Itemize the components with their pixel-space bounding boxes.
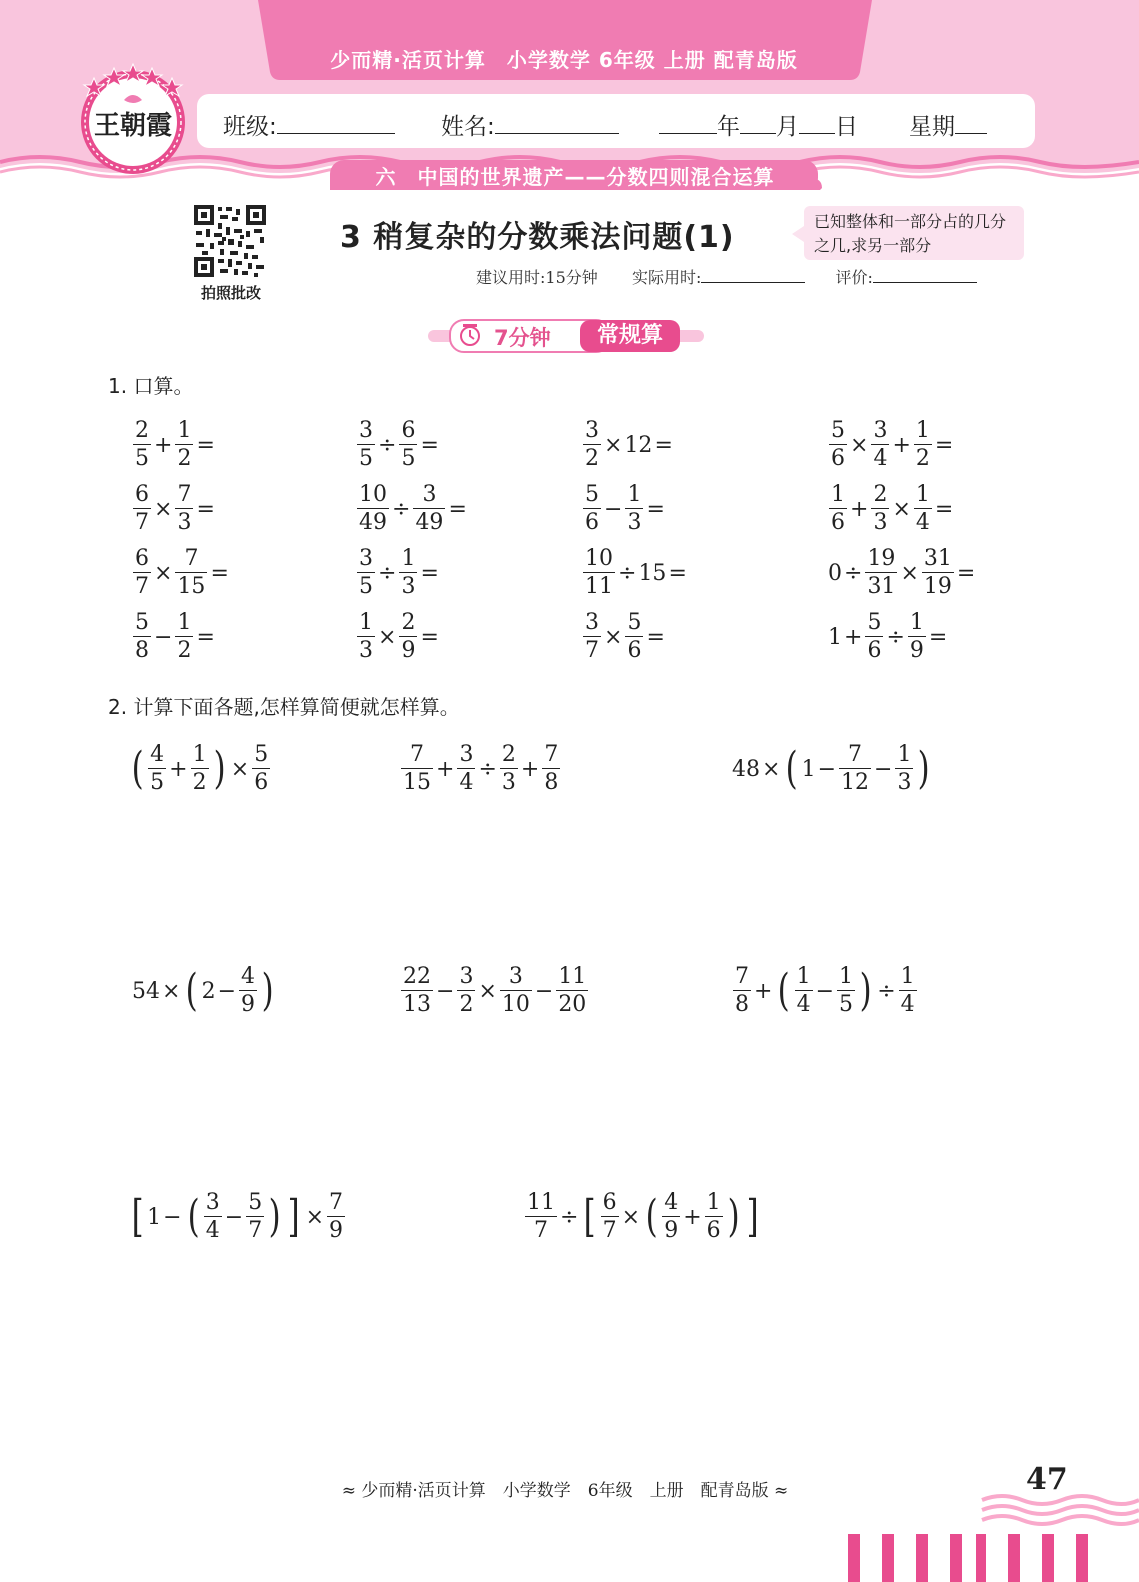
lesson-title: 3 稍复杂的分数乘法问题(1) <box>340 220 735 255</box>
qr-code[interactable] <box>192 203 268 279</box>
suggested-time: 建议用时:15分钟 <box>476 268 598 287</box>
oral-item-13: $\frac{5}{8}$ − $\frac{1}{2}$ = <box>135 610 215 663</box>
publisher-logo <box>74 60 192 178</box>
weekday-field[interactable]: 星期 <box>909 108 987 141</box>
time-row <box>476 265 977 288</box>
q1-heading: 1. 口算。 <box>108 374 194 398</box>
date-field[interactable]: 年 月 日 <box>659 108 858 141</box>
calc-item-4: 54 × ( 2 − $\frac{4}{9}$ ) <box>132 964 274 1017</box>
calc-item-8: $\frac{11}{7}$ ÷ [ $\frac{6}{7}$ × ( $\frac{4}{9}$ + $\frac{1}{6}$ ) ] <box>527 1190 759 1243</box>
oral-item-10: $\frac{3}{5}$ ÷ $\frac{1}{3}$ = <box>359 546 439 599</box>
page-number: 47 <box>1026 1462 1068 1497</box>
oral-item-14: $\frac{1}{3}$ × $\frac{2}{9}$ = <box>359 610 439 663</box>
actual-time-label: 实际用时: <box>631 268 702 287</box>
calc-item-5: $\frac{22}{13}$ − $\frac{3}{2}$ × $\frac{3}{10}$ − $\frac{11}{20}$ <box>403 964 587 1017</box>
calc-item-3: 48 × ( 1 − $\frac{7}{12}$ − $\frac{1}{3}$ ) <box>732 742 931 795</box>
section-time: 7分钟 <box>494 326 551 350</box>
oral-item-8: $\frac{1}{6}$ + $\frac{2}{3}$ × $\frac{1}{4}$ = <box>831 482 954 535</box>
tip-pointer <box>792 226 804 242</box>
oral-item-12: 0 ÷ $\frac{19}{31}$ × $\frac{31}{19}$ = <box>828 546 976 599</box>
oral-item-1: $\frac{2}{5}$ + $\frac{1}{2}$ = <box>135 418 215 471</box>
oral-item-3: $\frac{3}{2}$ × 12 = <box>585 418 673 471</box>
oral-item-7: $\frac{5}{6}$ − $\frac{1}{3}$ = <box>585 482 665 535</box>
oral-item-9: $\frac{6}{7}$ × $\frac{7}{15}$ = <box>135 546 229 599</box>
series-title: 少而精·活页计算 小学数学 6年级 上册 配青岛版 <box>330 48 798 72</box>
oral-item-15: $\frac{3}{7}$ × $\frac{5}{6}$ = <box>585 610 665 663</box>
name-field[interactable]: 姓名: <box>441 108 619 141</box>
svg-text:王朝霞: 王朝霞 <box>93 111 173 141</box>
calc-item-6: $\frac{7}{8}$ + ( $\frac{1}{4}$ − $\frac{1}{5}$ ) ÷ $\frac{1}{4}$ <box>735 964 915 1017</box>
calc-item-7: [ 1 − ( $\frac{3}{4}$ − $\frac{5}{7}$ ) ] × $\frac{7}{9}$ <box>131 1190 343 1243</box>
oral-item-2: $\frac{3}{5}$ ÷ $\frac{6}{5}$ = <box>359 418 439 471</box>
oral-item-6: $\frac{10}{49}$ ÷ $\frac{3}{49}$ = <box>359 482 467 535</box>
student-info-box <box>197 94 1035 148</box>
calc-item-1: ( $\frac{4}{5}$ + $\frac{1}{2}$ ) × $\frac{5}{6}$ <box>131 742 269 795</box>
oral-item-4: $\frac{5}{6}$ × $\frac{3}{4}$ + $\frac{1}{2}$ = <box>831 418 954 471</box>
evaluation-blank[interactable] <box>873 266 977 283</box>
oral-item-5: $\frac{6}{7}$ × $\frac{7}{3}$ = <box>135 482 215 535</box>
calc-item-2: $\frac{7}{15}$ + $\frac{3}{4}$ ÷ $\frac{2}{3}$ + $\frac{7}{8}$ <box>403 742 559 795</box>
unit-title: 六 中国的世界遗产——分数四则混合运算 <box>375 165 775 189</box>
oral-item-16: 1 + $\frac{5}{6}$ ÷ $\frac{1}{9}$ = <box>828 610 948 663</box>
q2-heading: 2. 计算下面各题,怎样算简便就怎样算。 <box>108 695 460 719</box>
oral-item-11: $\frac{10}{11}$ ÷ 15 = <box>585 546 687 599</box>
footer-text: ≈ 少而精·活页计算 小学数学 6年级 上册 配青岛版 ≈ <box>341 1481 789 1501</box>
footer-stripes <box>846 1534 976 1582</box>
evaluation-label: 评价: <box>835 268 873 287</box>
class-field[interactable]: 班级: <box>223 108 395 141</box>
qr-caption: 拍照批改 <box>200 284 261 302</box>
lesson-tip: 已知整体和一部分占的几分之几,求另一部分 <box>804 206 1024 260</box>
actual-time-blank[interactable] <box>701 266 805 283</box>
section-label: 常规算 <box>580 320 680 352</box>
